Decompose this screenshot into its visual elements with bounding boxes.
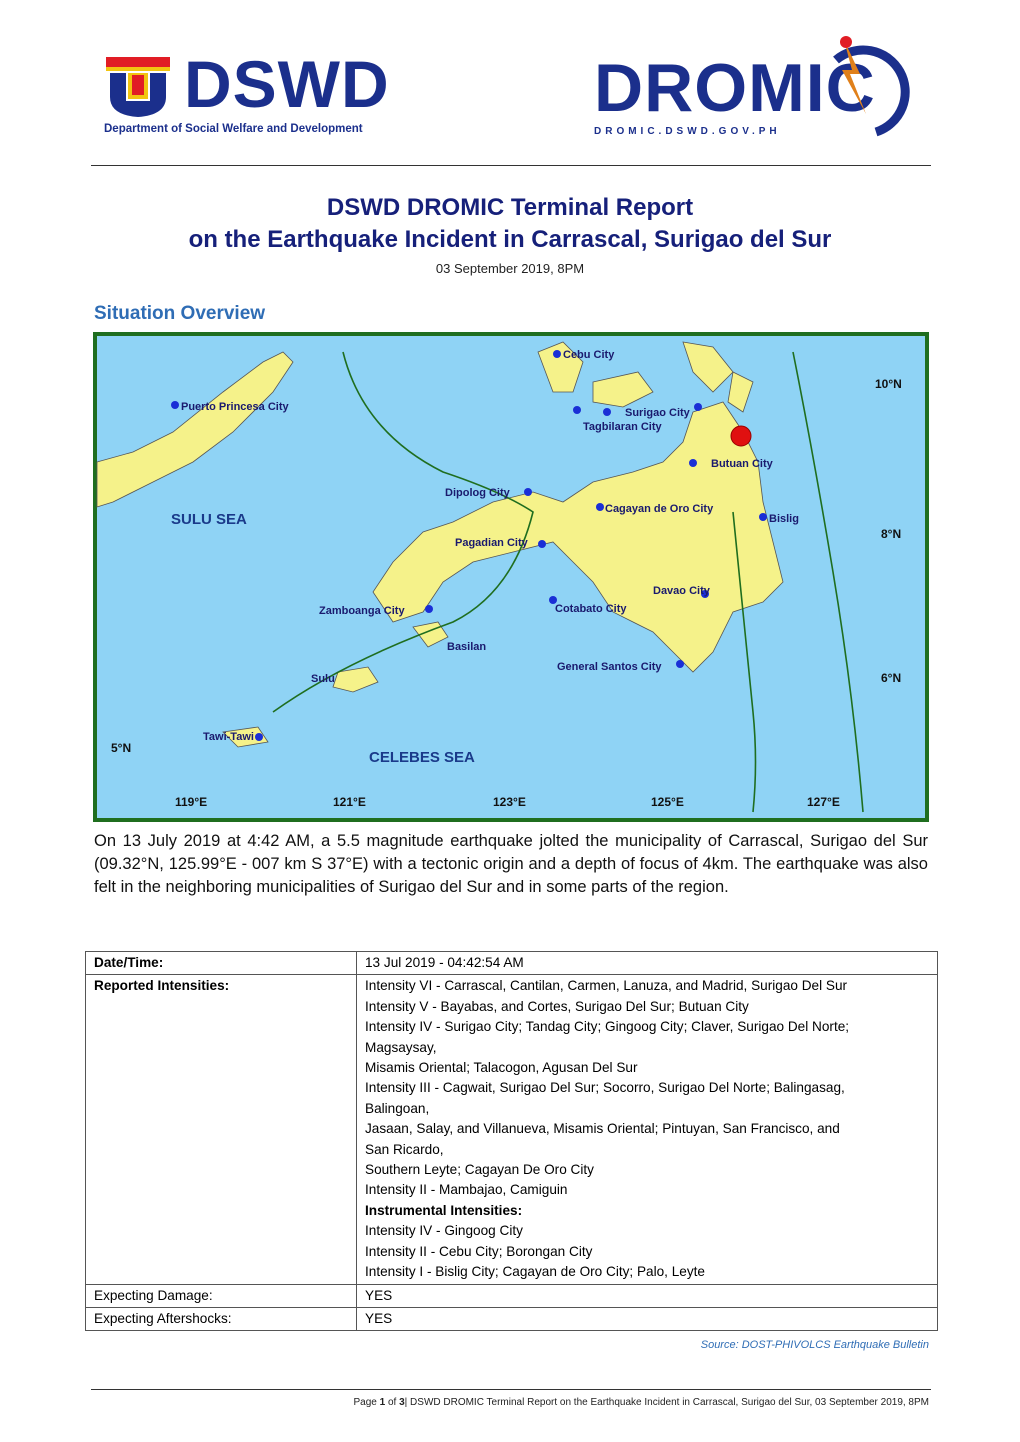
header-divider: [91, 165, 931, 166]
map-label-place: Bislig: [769, 513, 799, 525]
dswd-seal-icon: [104, 57, 172, 119]
map-label-longitude: 121°E: [333, 795, 366, 809]
map-label-place: Basilan: [447, 641, 487, 653]
footer-of-word: of: [387, 1397, 397, 1408]
map-label-place: Tawi-Tawi: [203, 731, 254, 743]
intensity-line: Balingoan,: [365, 1100, 430, 1116]
earthquake-info-table: [85, 951, 938, 1331]
page-footer: [354, 1397, 930, 1408]
intensity-line: Intensity VI - Carrascal, Cantilan, Carmen, Lanuza, and Madrid, Surigao Del Sur: [365, 978, 848, 994]
map-label-place: Dipolog City: [445, 487, 510, 499]
damage-label: Expecting Damage:: [86, 1284, 357, 1307]
datetime-label: Date/Time:: [86, 952, 357, 975]
map-label-longitude: 125°E: [651, 795, 684, 809]
dswd-logo: [104, 47, 390, 137]
map-label-place: Sulu: [311, 673, 335, 685]
intensity-line: Intensity V - Bayabas, and Cortes, Surigao Del Sur; Butuan City: [365, 998, 749, 1014]
intensity-line: Magsaysay,: [365, 1039, 437, 1055]
map-label-longitude: 123°E: [493, 795, 526, 809]
map-label-place: General Santos City: [557, 661, 662, 673]
table-row: [86, 1284, 938, 1307]
footer-divider: [91, 1389, 931, 1390]
intensity-line: Southern Leyte; Cagayan De Oro City: [365, 1162, 594, 1178]
map-label-sea: SULU SEA: [171, 511, 247, 528]
footer-page-word: Page: [353, 1397, 377, 1408]
map-label-place: Zamboanga City: [319, 605, 405, 617]
intensity-line: Intensity III - Cagwait, Surigao Del Sur; Socorro, Surigao Del Norte; Balingasag,: [365, 1080, 845, 1096]
table-row: [86, 1307, 938, 1330]
map-label-sea: CELEBES SEA: [369, 749, 475, 766]
dromic-lightning-icon: [816, 30, 926, 140]
aftershocks-label: Expecting Aftershocks:: [86, 1307, 357, 1330]
earthquake-map: [93, 332, 929, 822]
situation-paragraph: On 13 July 2019 at 4:42 AM, a 5.5 magnitude earthquake jolted the municipality of Carrascal, Surigao del Sur (09.32°N, 125.99°E - 007 km S 37°E) with a tectonic origin and a depth of focus of 4km. The earthquake was also felt in the neighboring municipalities of Surigao del Sur and in some parts of the region.: [94, 832, 928, 896]
epicenter-marker: [731, 426, 751, 446]
intensities-label: Reported Intensities:: [86, 975, 357, 1284]
footer-page-number: 1: [379, 1397, 386, 1408]
datetime-value: 13 Jul 2019 - 04:42:54 AM: [357, 952, 938, 975]
report-title-line2: on the Earthquake Incident in Carrascal, Surigao del Sur: [188, 226, 832, 253]
map-label-longitude: 127°E: [807, 795, 840, 809]
dromic-logo-url: DROMIC.DSWD.GOV.PH: [594, 126, 781, 137]
instrumental-line: Intensity I - Bislig City; Cagayan de Oro City; Palo, Leyte: [365, 1264, 705, 1280]
intensity-line: Intensity II - Mambajao, Camiguin: [365, 1182, 568, 1198]
map-label-place: Cotabato City: [555, 603, 627, 615]
map-label-place: Surigao City: [625, 407, 690, 419]
dswd-logo-subtitle: Department of Social Welfare and Development: [104, 123, 363, 135]
map-label-latitude: 10°N: [875, 377, 902, 391]
map-label-place: Davao City: [653, 585, 710, 597]
instrumental-line: Intensity IV - Gingoog City: [365, 1223, 523, 1239]
map-label-latitude: 8°N: [881, 527, 902, 541]
map-label-place: Butuan City: [711, 458, 773, 470]
footer-page-total: 3: [399, 1397, 405, 1408]
map-label-latitude: 6°N: [881, 671, 902, 685]
intensity-line: Intensity IV - Surigao City; Tandag City; Gingoog City; Claver, Surigao Del Norte;: [365, 1019, 850, 1035]
section-heading-situation-overview: Situation Overview: [94, 303, 266, 324]
table-row: [86, 952, 938, 975]
report-date: 03 September 2019, 8PM: [435, 261, 585, 276]
table-row: [86, 975, 938, 1284]
report-title-line1: DSWD DROMIC Terminal Report: [326, 194, 694, 221]
source-note: Source: DOST-PHIVOLCS Earthquake Bulletin: [700, 1339, 929, 1351]
map-label-longitude: 119°E: [175, 795, 208, 809]
intensity-line: Jasaan, Salay, and Villanueva, Misamis Oriental; Pintuyan, San Francisco, and: [365, 1121, 840, 1137]
aftershocks-value: YES: [357, 1307, 938, 1330]
damage-value: YES: [357, 1284, 938, 1307]
instrumental-line: Intensity II - Cebu City; Borongan City: [365, 1243, 593, 1259]
instrumental-heading: Instrumental Intensities:: [365, 1202, 523, 1218]
intensity-line: Misamis Oriental; Talacogon, Agusan Del Sur: [365, 1060, 638, 1076]
intensities-value: [357, 975, 938, 1284]
map-label-place: Tagbilaran City: [583, 421, 662, 433]
map-label-place: Puerto Princesa City: [181, 401, 289, 413]
map-label-place: Cagayan de Oro City: [605, 503, 714, 515]
map-label-latitude: 5°N: [111, 741, 132, 755]
footer-text: | DSWD DROMIC Terminal Report on the Earthquake Incident in Carrascal, Surigao del Sur, 03 September 2019, 8PM: [404, 1397, 929, 1408]
dromic-logo-text: DROMIC: [594, 50, 876, 126]
dswd-logo-text: DSWD: [184, 47, 390, 121]
map-label-place: Cebu City: [563, 349, 615, 361]
dromic-logo: [594, 30, 924, 142]
intensity-line: San Ricardo,: [365, 1141, 444, 1157]
map-label-place: Pagadian City: [455, 537, 528, 549]
